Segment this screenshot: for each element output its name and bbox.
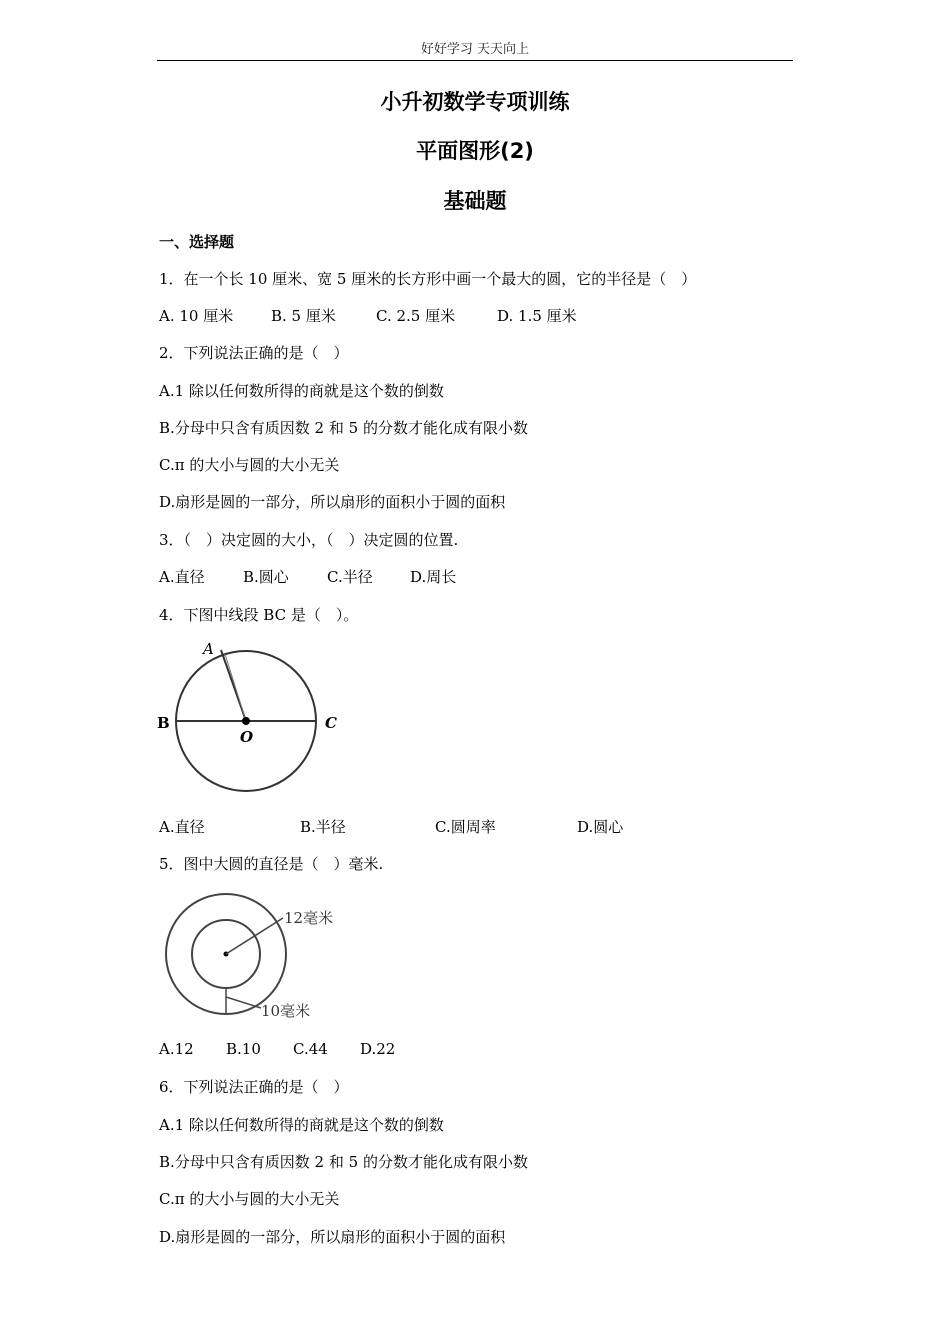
q5-option-c: C.44	[293, 1040, 328, 1058]
q6-option-d: D.扇形是圆的一部分，所以扇形的面积小于圆的面积	[159, 1228, 506, 1246]
q5-option-d: D.22	[360, 1040, 396, 1058]
q2-option-d: D.扇形是圆的一部分，所以扇形的面积小于圆的面积	[159, 493, 506, 511]
q1-option-b: B. 5 厘米	[271, 307, 336, 325]
label-o: O	[240, 728, 254, 746]
q1-option-d: D. 1.5 厘米	[497, 307, 577, 325]
q1-stem: 1．在一个长 10 厘米、宽 5 厘米的长方形中画一个最大的圆，它的半径是（ ）	[159, 270, 697, 288]
page-header: 好好学习 天天向上	[420, 42, 530, 57]
q5-stem: 5．图中大圆的直径是（ ）毫米.	[159, 855, 384, 873]
label-10mm: 10毫米	[261, 1002, 311, 1020]
q6-stem: 6．下列说法正确的是（ ）	[159, 1078, 349, 1096]
q3-option-a: A.直径	[159, 568, 205, 586]
label-b: B	[157, 714, 170, 732]
q3-stem: 3．（ ）决定圆的大小，（ ）决定圆的位置.	[159, 531, 459, 549]
q3-option-d: D.周长	[410, 568, 457, 586]
header-rule	[157, 60, 793, 61]
q6-option-a: A.1 除以任何数所得的商就是这个数的倒数	[159, 1116, 444, 1134]
concentric-circles-figure	[155, 890, 355, 1026]
outer-radius-line	[226, 918, 283, 954]
section-heading: 一、选择题	[159, 233, 235, 251]
q4-option-d: D.圆心	[577, 818, 624, 836]
doc-subtitle: 平面图形(2)	[416, 139, 534, 163]
label-a: A	[203, 640, 214, 658]
q1-option-a: A. 10 厘米	[159, 307, 234, 325]
q2-option-b: B.分母中只含有质因数 2 和 5 的分数才能化成有限小数	[159, 419, 528, 437]
q6-option-c: C.π 的大小与圆的大小无关	[159, 1190, 340, 1208]
q1-option-c: C. 2.5 厘米	[376, 307, 456, 325]
q4-option-b: B.半径	[300, 818, 346, 836]
q4-option-a: A.直径	[159, 818, 205, 836]
center-point	[242, 717, 250, 725]
q2-stem: 2．下列说法正确的是（ ）	[159, 344, 349, 362]
q3-option-c: C.半径	[327, 568, 373, 586]
doc-title: 小升初数学专项训练	[380, 90, 570, 114]
label-12mm: 12毫米	[284, 909, 334, 927]
q4-stem: 4．下图中线段 BC 是（ ）。	[159, 606, 359, 624]
q2-option-c: C.π 的大小与圆的大小无关	[159, 456, 340, 474]
doc-level: 基础题	[443, 189, 507, 213]
circle-bc-figure	[155, 636, 355, 798]
q5-option-b: B.10	[226, 1040, 261, 1058]
q2-option-a: A.1 除以任何数所得的商就是这个数的倒数	[159, 382, 444, 400]
q6-option-b: B.分母中只含有质因数 2 和 5 的分数才能化成有限小数	[159, 1153, 528, 1171]
q4-option-c: C.圆周率	[435, 818, 496, 836]
q3-option-b: B.圆心	[243, 568, 289, 586]
label-c: C	[325, 714, 337, 732]
q5-option-a: A.12	[159, 1040, 194, 1058]
